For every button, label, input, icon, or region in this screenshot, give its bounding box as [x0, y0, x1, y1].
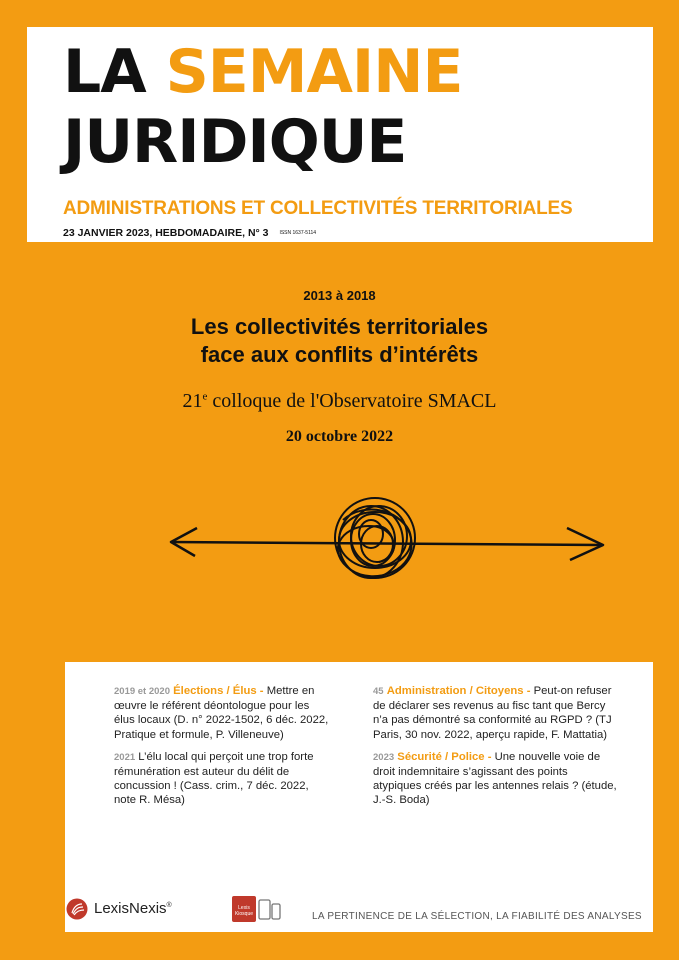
colloque-ordinal: e — [202, 390, 208, 403]
publisher-name-text: LexisNexis — [94, 900, 167, 917]
tangled-arrow-illustration — [165, 490, 610, 600]
feature-headline-line-2: face aux conflits d’intérêts — [200, 342, 479, 367]
masthead-line-1 — [63, 37, 463, 107]
devices-icon — [258, 896, 282, 922]
issn: ISSN 1637-5114 — [279, 230, 317, 237]
entry-rubric: Administration / Citoyens - — [386, 685, 531, 697]
summary-column-left — [114, 684, 329, 816]
colloque-text: colloque de l'Observatoire SMACL — [212, 390, 497, 412]
kiosque-label — [233, 905, 255, 917]
issue-date: 23 JANVIER 2023, HEBDOMADAIRE, N° 3 — [63, 227, 269, 239]
entry-text: L’élu local qui perçoit une trop forte rémunération est auteur du délit de concussion ! (Cass. crim., 7 déc. 2022, note R. Mésa) — [114, 750, 314, 807]
entry-text: Peut-on refuser de déclarer ses revenus au fisc tant que Bercy n’a pas démontré sa conformité au RGPD ? (TJ Paris, 30 nov. 2022, aperçu rapide, F. Mattatia) — [373, 685, 612, 741]
entry-page: 2019 et 2020 — [114, 686, 170, 697]
kiosque-label-2: Kiosque — [234, 911, 254, 917]
entry-rubric: Élections / Élus - — [173, 685, 264, 697]
summary-column-right — [373, 684, 618, 816]
entry-page: 2021 — [114, 751, 136, 763]
entry-page: 2023 — [373, 751, 395, 763]
entry-page: 45 — [373, 686, 384, 697]
colloque-number: 21 — [182, 390, 203, 412]
registered-mark: ® — [166, 902, 172, 909]
footer-tagline: LA PERTINENCE DE LA SÉLECTION, LA FIABILITÉ DES ANALYSES — [312, 911, 642, 922]
feature-headline — [0, 313, 679, 369]
masthead-semaine: SEMAINE — [165, 37, 463, 107]
summary-entry[interactable] — [114, 684, 329, 742]
feature-kicker: 2013 à 2018 — [303, 288, 376, 303]
masthead-juridique: JURIDIQUE — [63, 107, 407, 177]
publisher-name[interactable] — [94, 900, 172, 917]
entry-rubric: Sécurité / Police - — [397, 750, 492, 763]
colloque-line — [0, 390, 679, 413]
entry-text: Mettre en œuvre le référent déontologue pour les élus locaux (D. n° 2022-1502, 6 déc. 2022, Pratique et formule, P. Villeneuve) — [114, 685, 329, 741]
kiosque-label-1: Lexis — [238, 905, 250, 911]
feature-headline-line-1: Les collectivités territoriales — [190, 314, 489, 339]
entry-text: Une nouvelle voie de droit indemnitaire s’agissant des points atypiques créés par les antennes relais ? (étude, J.-S. Boda) — [373, 750, 617, 807]
summary-entry[interactable] — [373, 684, 618, 742]
colloque-date: 20 octobre 2022 — [285, 428, 394, 445]
lexisnexis-logo-icon — [66, 898, 88, 920]
issue-line — [63, 227, 316, 239]
masthead-la: LA — [63, 37, 146, 107]
journal-subtitle: ADMINISTRATIONS ET COLLECTIVITÉS TERRITORIALES — [63, 198, 573, 219]
summary-entry[interactable] — [373, 750, 618, 808]
summary-entry[interactable] — [114, 750, 329, 808]
